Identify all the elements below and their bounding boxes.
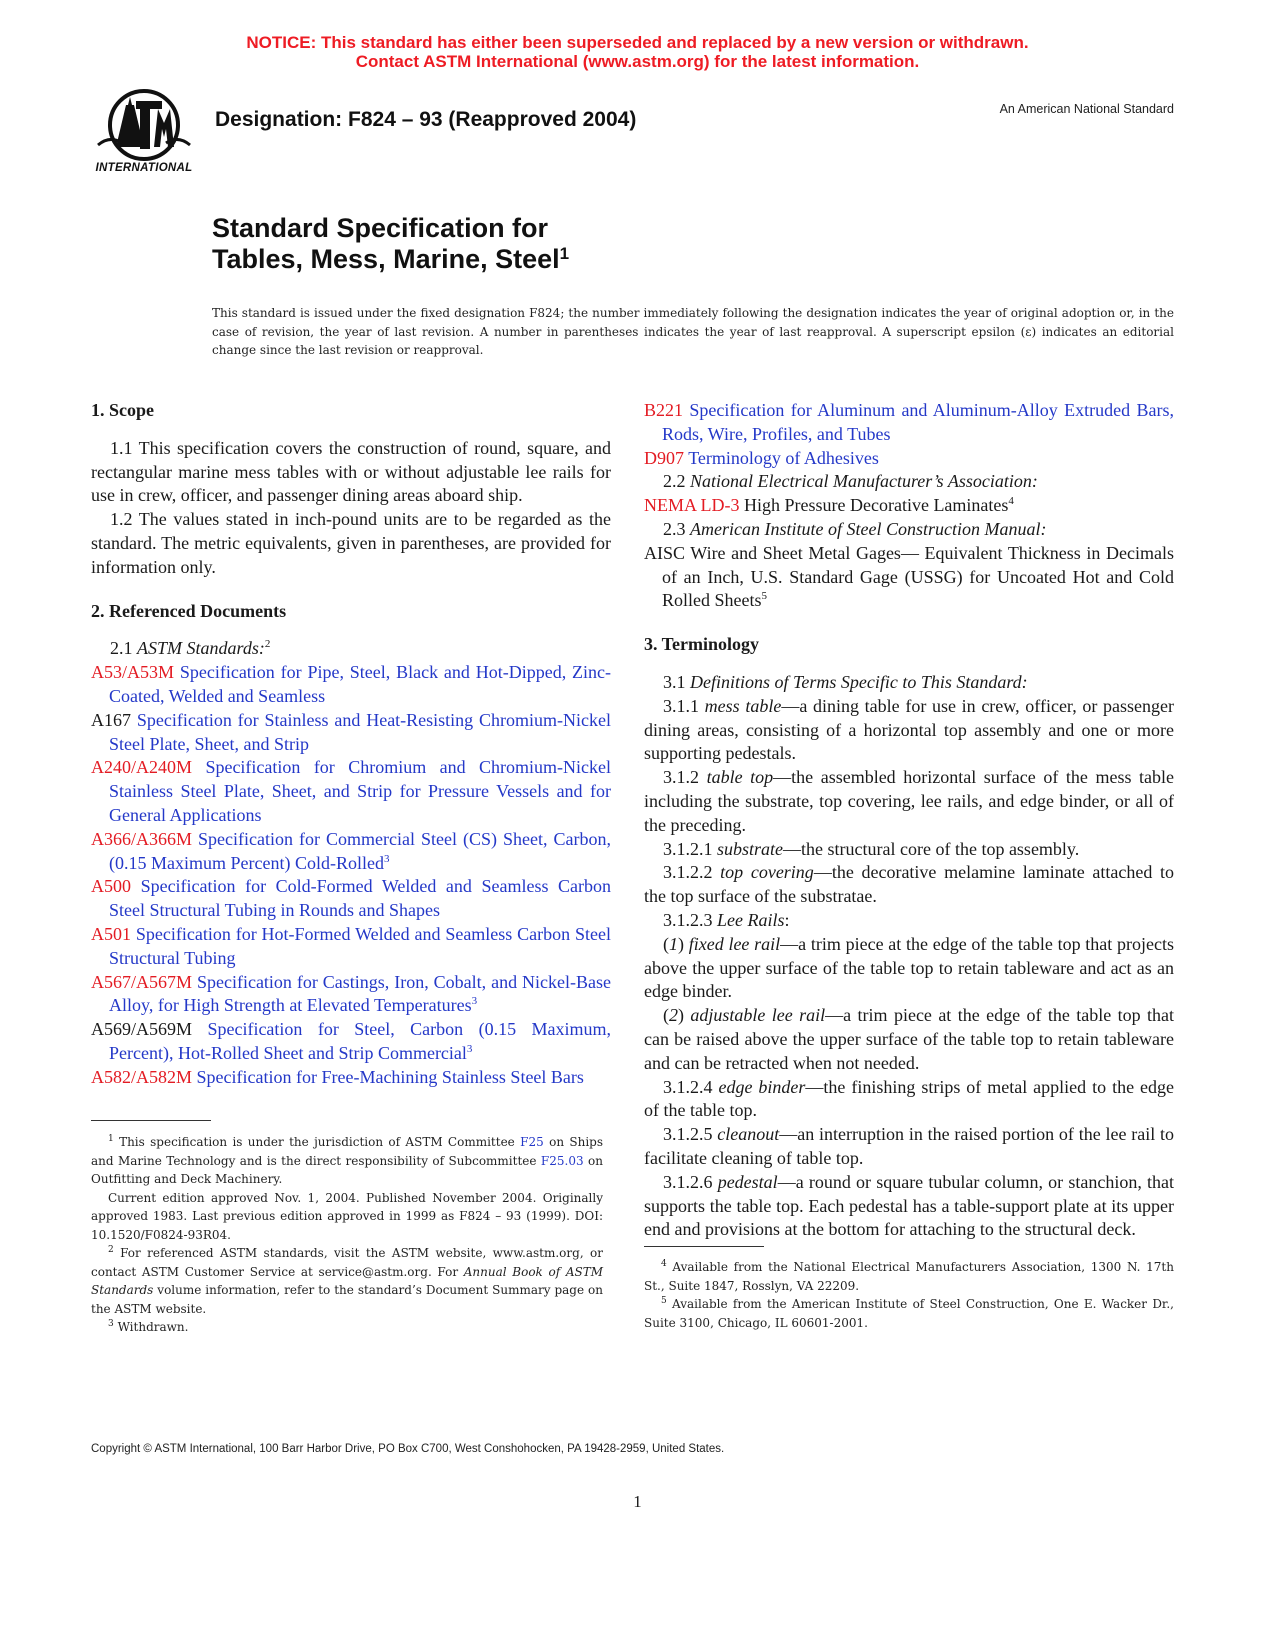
- national-standard-label: An American National Standard: [999, 102, 1174, 116]
- reference-title-link[interactable]: Specification for Castings, Iron, Cobalt, and Nickel-Base Alloy, for High Strength at Elevated Temperatures: [109, 971, 612, 1016]
- designation: Designation: F824 – 93 (Reapproved 2004): [215, 108, 637, 131]
- footnote-rule-left: [91, 1120, 211, 1121]
- reference-footnote-mark: 3: [383, 852, 390, 865]
- withdrawal-notice: [0, 33, 1275, 71]
- astm-reference-item[interactable]: [91, 923, 611, 971]
- footnote-3: $^3$ Withdrawn.: [108, 1319, 189, 1334]
- footnote-1-edition: Current edition approved Nov. 1, 2004. Published November 2004. Originally approved 1983. Last previous edition approved in 1999 as F824 – 93 (1999). DOI: 10.1520/F0824-93R04.: [91, 1190, 603, 1242]
- astm-reference-item[interactable]: [91, 709, 611, 757]
- notice-line-2: Contact ASTM International (www.astm.org) for the latest information.: [355, 52, 920, 71]
- astm-reference-item[interactable]: [91, 875, 611, 923]
- left-column: [91, 399, 611, 1090]
- astm-reference-item[interactable]: [644, 447, 1174, 471]
- astm-reference-item[interactable]: [644, 399, 1174, 447]
- reference-code-link[interactable]: B221: [644, 400, 684, 420]
- nema-subheading: 2.2 National Electrical Manufacturer’s Association:: [663, 471, 1038, 492]
- right-column: [644, 399, 1174, 1242]
- footnotes-right: [644, 1258, 1174, 1332]
- notice-line-1: NOTICE: This standard has either been superseded and replaced by a new version or withdrawn.: [246, 33, 1029, 52]
- astm-reference-list: [91, 661, 611, 1089]
- term-lee-rail-2: (2) adjustable lee rail—a trim piece at the edge of the table top that can be raised above the upper surface of the table top to retain tableware and can be retracted when not needed.: [644, 1005, 1174, 1073]
- astm-standards-subheading: 2.1 ASTM Standards:$^2$: [110, 638, 271, 659]
- reference-title-link[interactable]: Specification for Hot-Formed Welded and Seamless Carbon Steel Structural Tubing: [109, 923, 612, 968]
- reference-footnote-mark: 3: [471, 995, 478, 1008]
- title-line-1: Standard Specification for: [212, 213, 549, 243]
- issue-note: This standard is issued under the fixed designation F824; the number immediately following the designation indicates the year of original adoption or, in the case of revision, the year of last revision. A number in parentheses indicates the year of last reapproval. A superscript epsilon (ε) indicates an editorial change since the last revision or reapproval.: [212, 306, 1174, 357]
- footnote-2: $^2$ For referenced ASTM standards, visit the ASTM website, www.astm.org, or contact ASTM Customer Service at service@astm.org. For Annual Book of ASTM Standards volume information, refer to the standard’s Document Summary page on the ASTM website.: [91, 1245, 604, 1316]
- astm-reference-item[interactable]: [91, 1066, 611, 1090]
- reference-footnote-mark: 3: [466, 1042, 473, 1055]
- footnote-4: $^4$ Available from the National Electrical Manufacturers Association, 1300 N. 17th St., Suite 1847, Rosslyn, VA 22209.: [644, 1259, 1174, 1293]
- term-3-1-2-1: 3.1.2.1 substrate—the structural core of the top assembly.: [663, 838, 1080, 859]
- reference-code-link[interactable]: A569/A569M: [91, 1019, 193, 1040]
- subcommittee-f2503-link[interactable]: F25.03: [540, 1153, 584, 1168]
- aisc-subheading: 2.3 American Institute of Steel Construction Manual:: [663, 518, 1047, 539]
- reference-code-link[interactable]: A366/A366M: [91, 828, 193, 849]
- scope-1-2: 1.2 The values stated in inch-pound units are to be regarded as the standard. The metric equivalents, given in parentheses, are provided for information only.: [91, 509, 611, 577]
- title-line-2: [212, 244, 569, 275]
- astm-reference-list-continued: [644, 399, 1174, 470]
- reference-code-link[interactable]: D907: [644, 447, 684, 468]
- aisc-reference: AISC Wire and Sheet Metal Gages— Equivalent Thickness in Decimals of an Inch, U.S. Standard Gage (USSG) for Uncoated Hot and Cold Rolled Sheets$^5$: [644, 542, 1174, 611]
- logo-wordmark: INTERNATIONAL: [95, 162, 193, 174]
- astm-reference-item[interactable]: [91, 971, 611, 1019]
- reference-title-link[interactable]: Specification for Free-Machining Stainless Steel Bars: [196, 1066, 584, 1087]
- footnote-5: $^5$ Available from the American Institute of Steel Construction, One E. Wacker Dr., Suite 3100, Chicago, IL 60601-2001.: [644, 1296, 1174, 1330]
- term-3-1-2: 3.1.2 table top—the assembled horizontal surface of the mess table including the substrate, top covering, lee rails, and edge binder, or all of the preceding.: [644, 767, 1174, 835]
- document-title: [212, 213, 569, 275]
- term-3-1: 3.1 Definitions of Terms Specific to This Standard:: [663, 671, 1028, 692]
- term-3-1-2-2: 3.1.2.2 top covering—the decorative melamine laminate attached to the top surface of the substratae.: [644, 862, 1174, 907]
- astm-reference-item[interactable]: [91, 756, 611, 827]
- reference-title-link[interactable]: Specification for Pipe, Steel, Black and Hot-Dipped, Zinc-Coated, Welded and Seamless: [109, 662, 611, 706]
- scope-heading: 1. Scope: [91, 400, 154, 420]
- reference-code-link[interactable]: A240/A240M: [91, 757, 193, 778]
- reference-title-link[interactable]: Specification for Chromium and Chromium-Nickel Stainless Steel Plate, Sheet, and Strip for Pressure Vessels and for General Applications: [109, 757, 611, 825]
- reference-title-link[interactable]: Specification for Aluminum and Aluminum-Alloy Extruded Bars, Rods, Wire, Profiles, and Tubes: [662, 400, 1175, 444]
- reference-code-link[interactable]: A53/A53M: [91, 662, 175, 683]
- term-3-1-2-3: 3.1.2.3 Lee Rails:: [663, 909, 790, 930]
- astm-reference-item[interactable]: [91, 661, 611, 709]
- reference-title-link[interactable]: Specification for Stainless and Heat-Resisting Chromium-Nickel Steel Plate, Sheet, and Strip: [109, 709, 612, 754]
- reference-code-link[interactable]: A500: [91, 876, 131, 897]
- committee-f25-link[interactable]: F25: [520, 1135, 544, 1149]
- terminology-heading: 3. Terminology: [644, 634, 760, 655]
- reference-title-link[interactable]: Specification for Cold-Formed Welded and Seamless Carbon Steel Structural Tubing in Rounds and Shapes: [109, 876, 612, 921]
- reference-title-link[interactable]: Specification for Commercial Steel (CS) Sheet, Carbon, (0.15 Maximum Percent) Cold-Rolled: [109, 828, 611, 873]
- term-3-1-2-4: 3.1.2.4 edge binder—the finishing strips of metal applied to the edge of the table top.: [644, 1076, 1174, 1121]
- astm-reference-item[interactable]: [91, 1018, 611, 1066]
- reference-title-link[interactable]: Specification for Steel, Carbon (0.15 Maximum, Percent), Hot-Rolled Sheet and Strip Commercial: [109, 1019, 612, 1063]
- reference-code-link[interactable]: A501: [91, 923, 131, 944]
- term-3-1-1: 3.1.1 mess table—a dining table for use in crew, officer, or passenger dining areas, consisting of a horizontal top assembly and one or more supporting pedestals.: [644, 695, 1175, 764]
- page-number: 1: [633, 1492, 642, 1511]
- term-3-1-2-5: 3.1.2.5 cleanout—an interruption in the raised portion of the lee rail to facilitate cleaning of table top.: [644, 1124, 1175, 1168]
- reference-title-link[interactable]: Terminology of Adhesives: [688, 447, 879, 468]
- reference-code-link[interactable]: A567/A567M: [91, 971, 193, 992]
- copyright-notice: Copyright © ASTM International, 100 Barr Harbor Drive, PO Box C700, West Conshohocken, PA 19428-2959, United States.: [91, 1443, 725, 1455]
- reference-code-link[interactable]: A167: [91, 709, 131, 730]
- footnote-rule-right: [644, 1246, 764, 1247]
- title-text: Tables, Mess, Marine, Steel: [212, 244, 560, 274]
- footnotes-left: [91, 1133, 603, 1337]
- astm-reference-item[interactable]: [91, 828, 611, 876]
- footnote-1: $^1$ This specification is under the jurisdiction of ASTM Committee F25 on Ships and Marine Technology and is the direct responsibility of Subcommittee F25.03 on Outfitting and Deck Machinery.: [91, 1134, 604, 1186]
- referenced-documents-heading: 2. Referenced Documents: [91, 600, 287, 621]
- reference-code-link[interactable]: A582/A582M: [91, 1066, 193, 1087]
- title-footnote-mark: 1: [559, 244, 570, 263]
- term-3-1-2-6: 3.1.2.6 pedestal—a round or square tubular column, or stanchion, that supports the table top. Each pedestal has a table-support plate at its upper end and provisions at the bottom for attaching to the structural deck.: [644, 1171, 1175, 1240]
- term-lee-rail-1: (1) fixed lee rail—a trim piece at the edge of the table top that projects above the upper surface of the table top to retain tableware and act as an edge binder.: [644, 933, 1174, 1002]
- scope-1-1: 1.1 This specification covers the construction of round, square, and rectangular marine mess tables with or without adjustable lee rails for use in crew, officer, and passenger dining areas aboard ship.: [91, 437, 611, 506]
- nema-reference[interactable]: NEMA LD-3 High Pressure Decorative Laminates$^4$: [644, 495, 1014, 516]
